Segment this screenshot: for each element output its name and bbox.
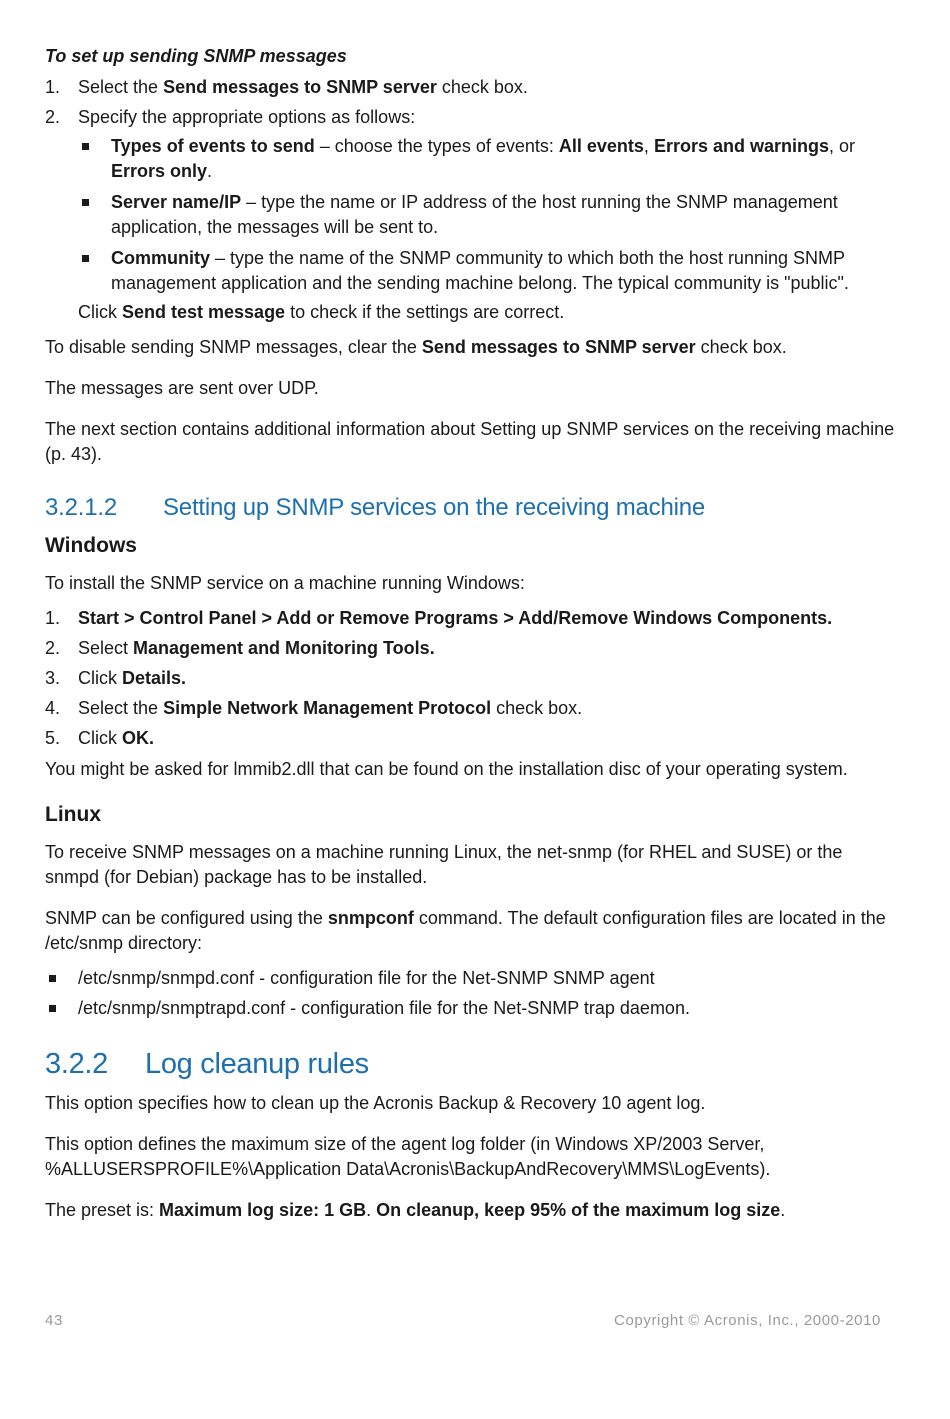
paragraph-text: check box. xyxy=(695,337,787,357)
step-item xyxy=(45,636,895,661)
step-bold: Management and Monitoring Tools. xyxy=(133,638,435,658)
option-text: – type the name or IP address of the host running the SNMP management application, the messages will be sent to. xyxy=(111,192,838,237)
step-text: Click xyxy=(78,668,122,688)
option-value: All events xyxy=(558,136,644,156)
linux-config-paragraph xyxy=(45,906,895,956)
step-item xyxy=(45,726,895,751)
step-number: 1. xyxy=(45,608,61,628)
linux-paragraph: To receive SNMP messages on a machine running Linux, the net-snmp (for RHEL and SUSE) or the snmpd (for Debian) package has to be installed. xyxy=(45,842,843,887)
step-bold: Details. xyxy=(122,668,187,688)
udp-paragraph: The messages are sent over UDP. xyxy=(45,378,319,398)
step-text: Select xyxy=(78,638,134,658)
paragraph-text: command. The default configuration files are located in the /etc/snmp directory: xyxy=(45,908,886,953)
bullet-square-icon xyxy=(82,255,89,262)
copyright: Copyright © Acronis, Inc., 2000-2010 xyxy=(614,1312,881,1329)
step-item xyxy=(45,75,895,100)
step-bold: OK. xyxy=(122,728,155,748)
section-heading-322 xyxy=(45,1047,895,1081)
option-name: Community xyxy=(111,248,210,268)
paragraph-text: To disable sending SNMP messages, clear the xyxy=(45,337,422,357)
step-item xyxy=(45,696,895,721)
config-files-list xyxy=(45,966,895,1021)
step-number: 2. xyxy=(45,638,61,658)
option-text: , or xyxy=(828,136,855,156)
paragraph-bold: Send messages to SNMP server xyxy=(421,337,696,357)
paragraph-text: The preset is: xyxy=(45,1200,160,1220)
step-bold: Start > Control Panel > Add or Remove Programs > Add/Remove Windows Components. xyxy=(78,608,833,628)
options-list xyxy=(78,134,895,296)
log-folder-paragraph: This option defines the maximum size of the agent log folder (in Windows XP/2003 Server, %ALLUSERSPROFILE%\Application Data\Acronis\BackupAndRecovery\MMS\LogEvents). xyxy=(45,1134,771,1179)
page-number: 43 xyxy=(45,1312,63,1329)
list-item xyxy=(45,966,895,991)
option-name: Server name/IP xyxy=(111,192,242,212)
step-item xyxy=(45,606,895,631)
bullet-square-icon xyxy=(49,1005,56,1012)
disable-paragraph xyxy=(45,335,895,360)
preset-paragraph xyxy=(45,1198,895,1223)
next-section-paragraph: The next section contains additional information about Setting up SNMP services on the receiving machine (p. 43). xyxy=(45,419,895,464)
windows-note: You might be asked for lmmib2.dll that can be found on the installation disc of your operating system. xyxy=(45,759,848,779)
option-item xyxy=(78,190,895,240)
option-name: Types of events to send xyxy=(111,136,315,156)
step-bold: Simple Network Management Protocol xyxy=(163,698,492,718)
test-message-note xyxy=(45,300,895,325)
linux-heading: Linux xyxy=(45,803,101,826)
document-page xyxy=(45,44,895,1239)
step-number: 1. xyxy=(45,77,61,97)
step-text: Select the xyxy=(78,698,164,718)
windows-heading: Windows xyxy=(45,534,137,557)
list-item-text: /etc/snmp/snmpd.conf - configuration file for the Net-SNMP SNMP agent xyxy=(78,968,655,988)
step-text: Click xyxy=(78,728,122,748)
note-bold: Send test message xyxy=(122,302,286,322)
option-item xyxy=(78,134,895,184)
section-heading-3212 xyxy=(45,493,895,523)
bullet-square-icon xyxy=(82,143,89,150)
section-title: Setting up SNMP services on the receiving machine xyxy=(163,494,706,521)
note-text: to check if the settings are correct. xyxy=(285,302,565,322)
step-number: 2. xyxy=(45,107,61,127)
option-value: Errors only xyxy=(111,161,208,181)
paragraph-bold: On cleanup, keep 95% of the maximum log size xyxy=(376,1200,781,1220)
paragraph-bold: Maximum log size: 1 GB xyxy=(159,1200,367,1220)
bullet-square-icon xyxy=(82,199,89,206)
list-item-text: /etc/snmp/snmptrapd.conf - configuration file for the Net-SNMP trap daemon. xyxy=(78,998,690,1018)
step-text: Select the xyxy=(78,77,164,97)
paragraph-bold: snmpconf xyxy=(327,908,414,928)
option-text: – type the name of the SNMP community to which both the host running SNMP management application and the sending machine belong. The typical community is "public". xyxy=(111,248,849,293)
step-number: 3. xyxy=(45,668,61,688)
step-number: 4. xyxy=(45,698,61,718)
section-number: 3.2.2 xyxy=(45,1048,108,1080)
procedure-title: To set up sending SNMP messages xyxy=(45,46,347,66)
paragraph-text: SNMP can be configured using the xyxy=(45,908,328,928)
section-number: 3.2.1.2 xyxy=(45,494,117,521)
log-paragraph: This option specifies how to clean up the Acronis Backup & Recovery 10 agent log. xyxy=(45,1093,706,1113)
windows-intro: To install the SNMP service on a machine running Windows: xyxy=(45,573,525,593)
step-item xyxy=(45,105,895,296)
setup-steps xyxy=(45,75,895,296)
option-item xyxy=(78,246,895,296)
step-item xyxy=(45,666,895,691)
note-text: Click xyxy=(78,302,122,322)
paragraph-text: . xyxy=(366,1200,377,1220)
option-value: Errors and warnings xyxy=(653,136,829,156)
section-title: Log cleanup rules xyxy=(145,1048,369,1080)
paragraph-text: . xyxy=(780,1200,786,1220)
windows-steps xyxy=(45,606,895,751)
step-text: check box. xyxy=(491,698,583,718)
step-text: Specify the appropriate options as follows: xyxy=(78,107,416,127)
step-number: 5. xyxy=(45,728,61,748)
option-text: . xyxy=(207,161,213,181)
step-bold: Send messages to SNMP server xyxy=(163,77,437,97)
list-item xyxy=(45,996,895,1021)
bullet-square-icon xyxy=(49,975,56,982)
option-text: , xyxy=(643,136,654,156)
option-text: – choose the types of events: xyxy=(314,136,559,156)
step-text: check box. xyxy=(436,77,528,97)
